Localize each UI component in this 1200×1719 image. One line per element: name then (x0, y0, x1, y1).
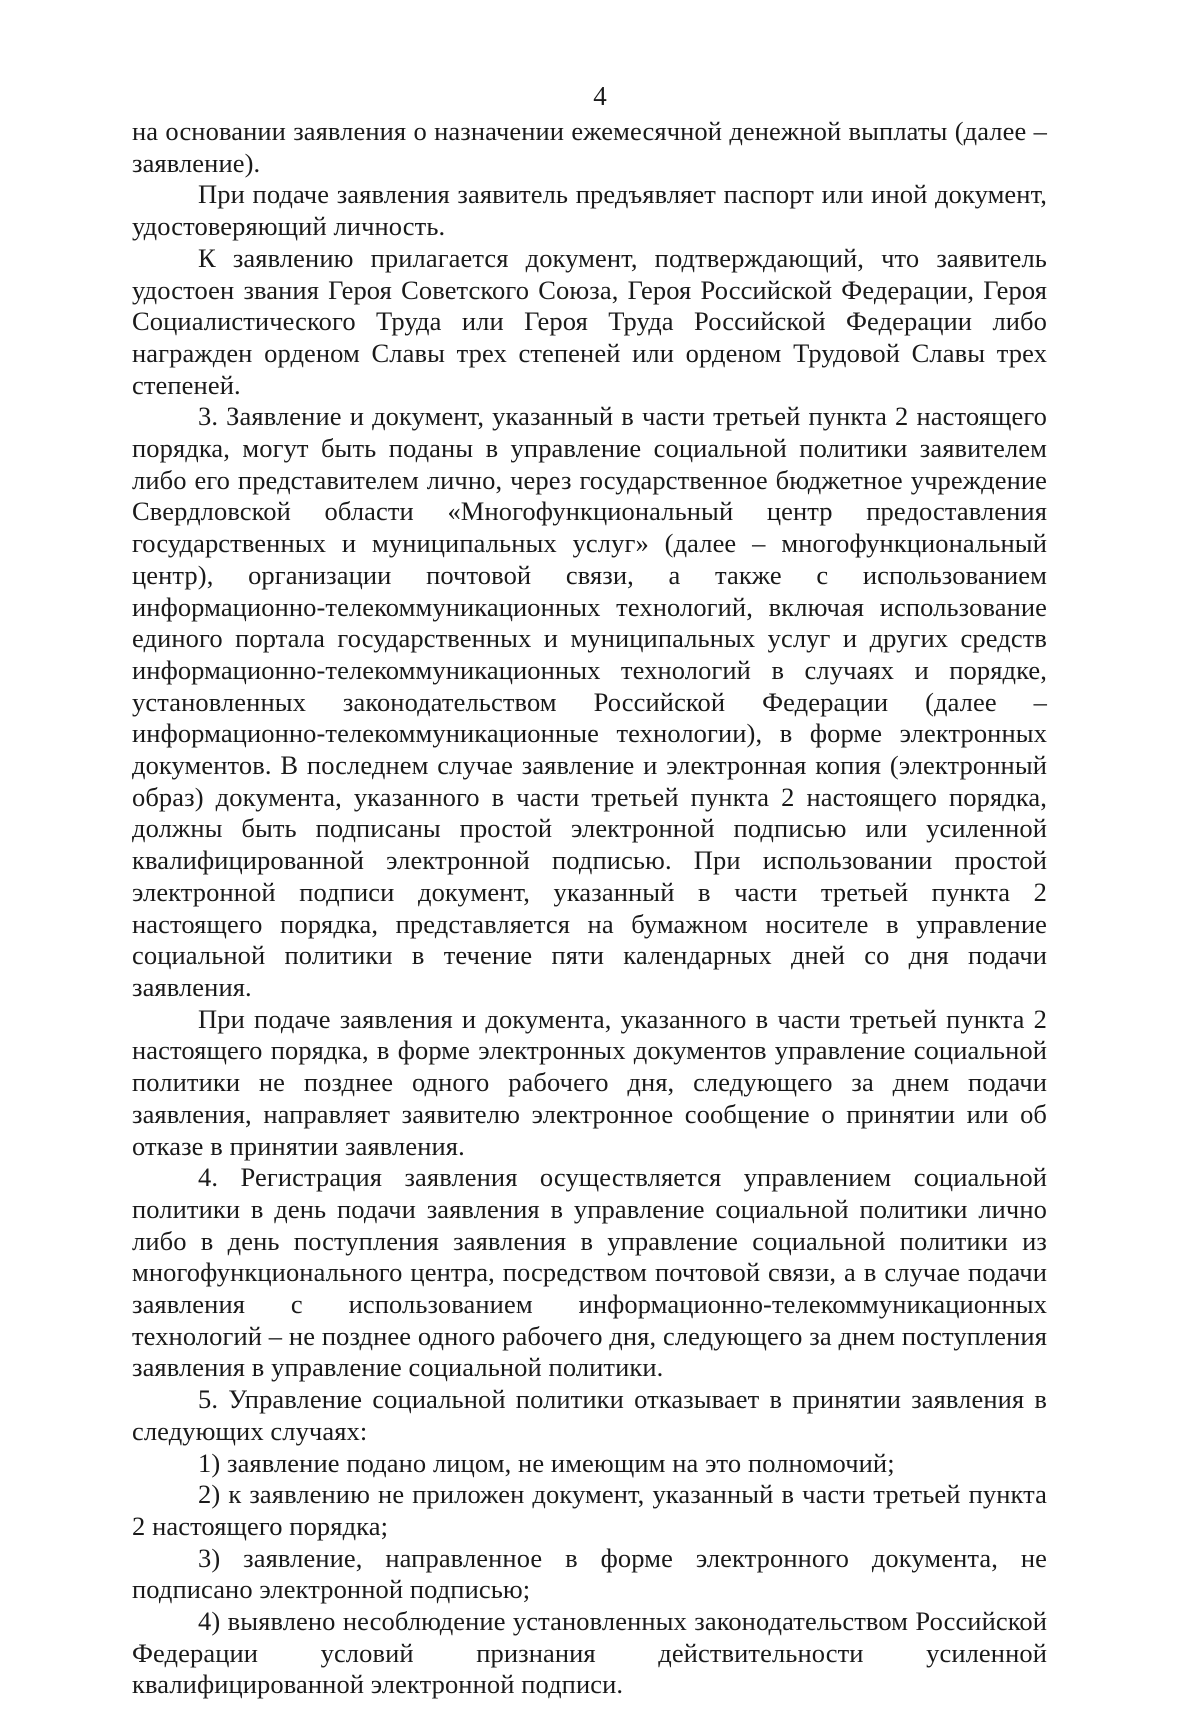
paragraph: 4) выявлено несоблюдение установленных законодательством Российской Федерации условий признания действительности усиленной квалифицированной электронной подписи. (132, 1606, 1047, 1700)
paragraph: При подаче заявления заявитель предъявляет паспорт или иной документ, удостоверяющий личность. (132, 179, 1047, 242)
paragraph: К заявлению прилагается документ, подтверждающий, что заявитель удостоен звания Героя Советского Союза, Героя Российской Федерации, Героя Социалистического Труда или Героя Труда Российской Федерации либо награжден орденом Славы трех степеней или орденом Трудовой Славы трех степеней. (132, 242, 1047, 400)
paragraph: 5. Управление социальной политики отказывает в принятии заявления в следующих случаях: (132, 1384, 1047, 1446)
paragraph: 4. Регистрация заявления осуществляется управлением социальной политики в день подачи заявления в управление социальной политики лично либо в день поступления заявления в управление социальной политики из многофункционального центра, посредством почтовой связи, а в случае подачи заявления с использованием информационно-телекоммуникационных технологий – не позднее одного рабочего дня, следующего за днем поступления заявления в управление социальной политики. (132, 1162, 1047, 1383)
paragraph: 2) к заявлению не приложен документ, указанный в части третьей пункта 2 настоящего порядка; (132, 1479, 1047, 1541)
page-number: 4 (593, 81, 607, 111)
document-body (132, 116, 1047, 1701)
paragraph: 3. Заявление и документ, указанный в части третьей пункта 2 настоящего порядка, могут быть поданы в управление социальной политики заявителем либо его представителем лично, через государственное бюджетное учреждение Свердловской области «Многофункциональный центр предоставления государственных и муниципальных услуг» (далее – многофункциональный центр), организации почтовой связи, а также с использованием информационно-телекоммуникационных технологий, включая использование единого портала государственных и муниципальных услуг и других средств информационно-телекоммуникационных технологий в случаях и порядке, установленных законодательством Российской Федерации (далее – информационно-телекоммуникационные технологии), в форме электронных документов. В последнем случае заявление и электронная копия (электронный образ) документа, указанного в части третьей пункта 2 настоящего порядка, должны быть подписаны простой электронной подписью или усиленной квалифицированной электронной подписью. При использовании простой электронной подписи документ, указанный в части третьей пункта 2 настоящего порядка, представляется на бумажном носителе в управление социальной политики в течение пяти календарных дней со дня подачи заявления. (132, 401, 1047, 1002)
paragraph: 1) заявление подано лицом, не имеющим на это полномочий; (198, 1447, 895, 1478)
paragraph: на основании заявления о назначении ежемесячной денежной выплаты (далее – заявление). (132, 116, 1047, 178)
paragraph: При подаче заявления и документа, указанного в части третьей пункта 2 настоящего порядка, в форме электронных документов управление социальной политики не позднее одного рабочего дня, следующего за днем подачи заявления, направляет заявителю электронное сообщение о принятии или об отказе в принятии заявления. (132, 1003, 1047, 1161)
paragraph: 3) заявление, направленное в форме электронного документа, не подписано электронной подписью; (132, 1542, 1047, 1605)
